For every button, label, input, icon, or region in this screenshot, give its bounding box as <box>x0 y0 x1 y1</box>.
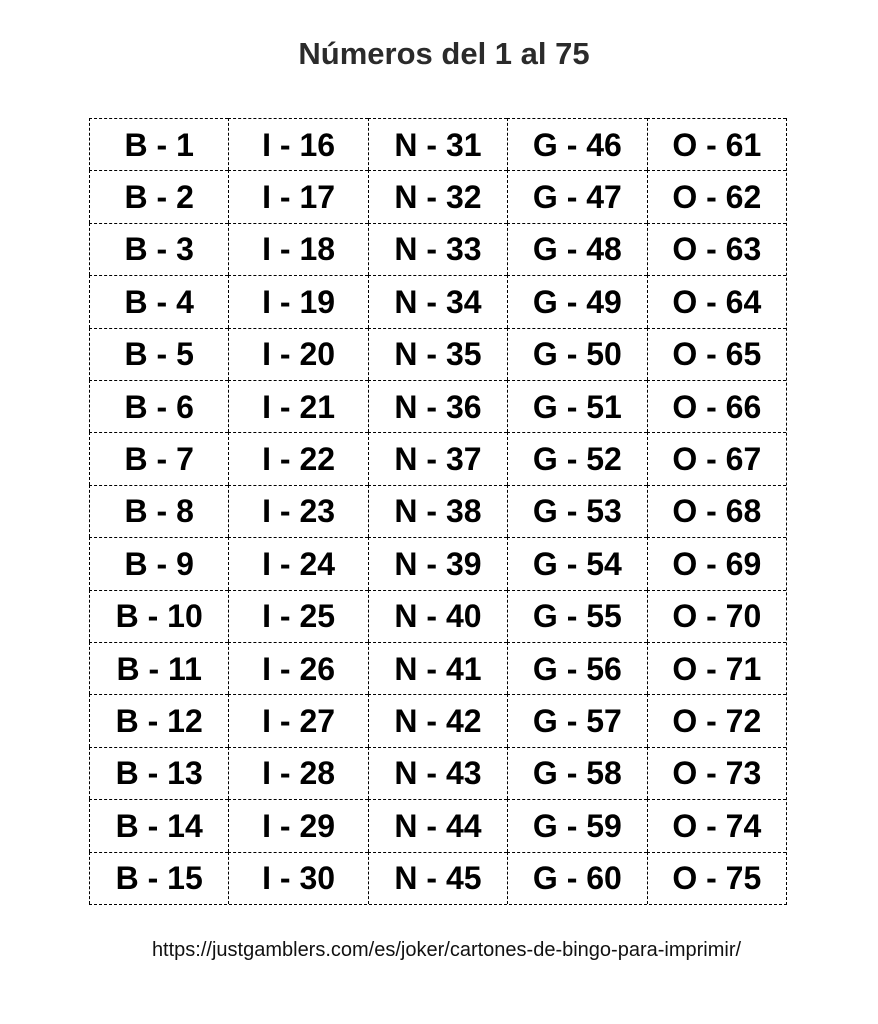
bingo-cell-o: O - 66 <box>647 380 786 432</box>
bingo-cell-i: I - 16 <box>228 118 367 170</box>
bingo-cell-g: G - 49 <box>507 275 646 327</box>
bingo-cell-i: I - 21 <box>228 380 367 432</box>
bingo-cell-o: O - 67 <box>647 432 786 484</box>
bingo-cell-i: I - 30 <box>228 852 367 904</box>
bingo-cell-i: I - 29 <box>228 799 367 851</box>
bingo-cell-n: N - 43 <box>368 747 507 799</box>
bingo-cell-o: O - 68 <box>647 485 786 537</box>
bingo-cell-o: O - 63 <box>647 223 786 275</box>
bingo-cell-b: B - 3 <box>89 223 228 275</box>
bingo-cell-n: N - 33 <box>368 223 507 275</box>
bingo-cell-i: I - 27 <box>228 694 367 746</box>
bingo-cell-n: N - 32 <box>368 170 507 222</box>
bingo-cell-g: G - 51 <box>507 380 646 432</box>
bingo-cell-o: O - 75 <box>647 852 786 904</box>
bingo-cell-n: N - 35 <box>368 328 507 380</box>
bingo-cell-g: G - 52 <box>507 432 646 484</box>
bingo-cell-i: I - 24 <box>228 537 367 589</box>
bingo-cell-o: O - 61 <box>647 118 786 170</box>
bingo-cell-b: B - 8 <box>89 485 228 537</box>
bingo-cell-g: G - 60 <box>507 852 646 904</box>
bingo-cell-g: G - 57 <box>507 694 646 746</box>
bingo-cell-b: B - 9 <box>89 537 228 589</box>
bingo-cell-b: B - 14 <box>89 799 228 851</box>
bingo-cell-i: I - 23 <box>228 485 367 537</box>
bingo-cell-n: N - 37 <box>368 432 507 484</box>
bingo-cell-i: I - 28 <box>228 747 367 799</box>
bingo-cell-i: I - 20 <box>228 328 367 380</box>
bingo-cell-i: I - 22 <box>228 432 367 484</box>
bingo-cell-i: I - 18 <box>228 223 367 275</box>
bingo-cell-b: B - 13 <box>89 747 228 799</box>
bingo-cell-b: B - 1 <box>89 118 228 170</box>
bingo-cell-n: N - 34 <box>368 275 507 327</box>
bingo-cell-g: G - 59 <box>507 799 646 851</box>
bingo-number-grid <box>89 118 787 905</box>
bingo-cell-b: B - 6 <box>89 380 228 432</box>
bingo-cell-n: N - 45 <box>368 852 507 904</box>
bingo-cell-b: B - 12 <box>89 694 228 746</box>
bingo-cell-b: B - 7 <box>89 432 228 484</box>
bingo-cell-n: N - 42 <box>368 694 507 746</box>
bingo-cell-i: I - 26 <box>228 642 367 694</box>
bingo-cell-o: O - 69 <box>647 537 786 589</box>
bingo-cell-g: G - 54 <box>507 537 646 589</box>
bingo-cell-g: G - 53 <box>507 485 646 537</box>
bingo-cell-b: B - 4 <box>89 275 228 327</box>
bingo-cell-b: B - 5 <box>89 328 228 380</box>
bingo-cell-g: G - 55 <box>507 590 646 642</box>
bingo-cell-n: N - 39 <box>368 537 507 589</box>
bingo-cell-o: O - 65 <box>647 328 786 380</box>
bingo-cell-g: G - 50 <box>507 328 646 380</box>
bingo-cell-o: O - 74 <box>647 799 786 851</box>
bingo-cell-i: I - 17 <box>228 170 367 222</box>
source-url: https://justgamblers.com/es/joker/cartones-de-bingo-para-imprimir/ <box>151 939 742 961</box>
bingo-cell-n: N - 38 <box>368 485 507 537</box>
bingo-cell-b: B - 15 <box>89 852 228 904</box>
bingo-cell-o: O - 73 <box>647 747 786 799</box>
bingo-cell-n: N - 36 <box>368 380 507 432</box>
bingo-cell-i: I - 25 <box>228 590 367 642</box>
bingo-cell-o: O - 62 <box>647 170 786 222</box>
bingo-cell-g: G - 58 <box>507 747 646 799</box>
bingo-cell-g: G - 56 <box>507 642 646 694</box>
page-title: Números del 1 al 75 <box>298 36 590 71</box>
bingo-cell-b: B - 2 <box>89 170 228 222</box>
bingo-cell-b: B - 10 <box>89 590 228 642</box>
bingo-cell-g: G - 46 <box>507 118 646 170</box>
bingo-cell-n: N - 44 <box>368 799 507 851</box>
bingo-cell-o: O - 71 <box>647 642 786 694</box>
bingo-cell-n: N - 41 <box>368 642 507 694</box>
bingo-cell-g: G - 48 <box>507 223 646 275</box>
bingo-cell-b: B - 11 <box>89 642 228 694</box>
bingo-cell-n: N - 31 <box>368 118 507 170</box>
bingo-cell-o: O - 70 <box>647 590 786 642</box>
bingo-cell-n: N - 40 <box>368 590 507 642</box>
bingo-cell-g: G - 47 <box>507 170 646 222</box>
bingo-cell-o: O - 72 <box>647 694 786 746</box>
bingo-cell-o: O - 64 <box>647 275 786 327</box>
bingo-cell-i: I - 19 <box>228 275 367 327</box>
